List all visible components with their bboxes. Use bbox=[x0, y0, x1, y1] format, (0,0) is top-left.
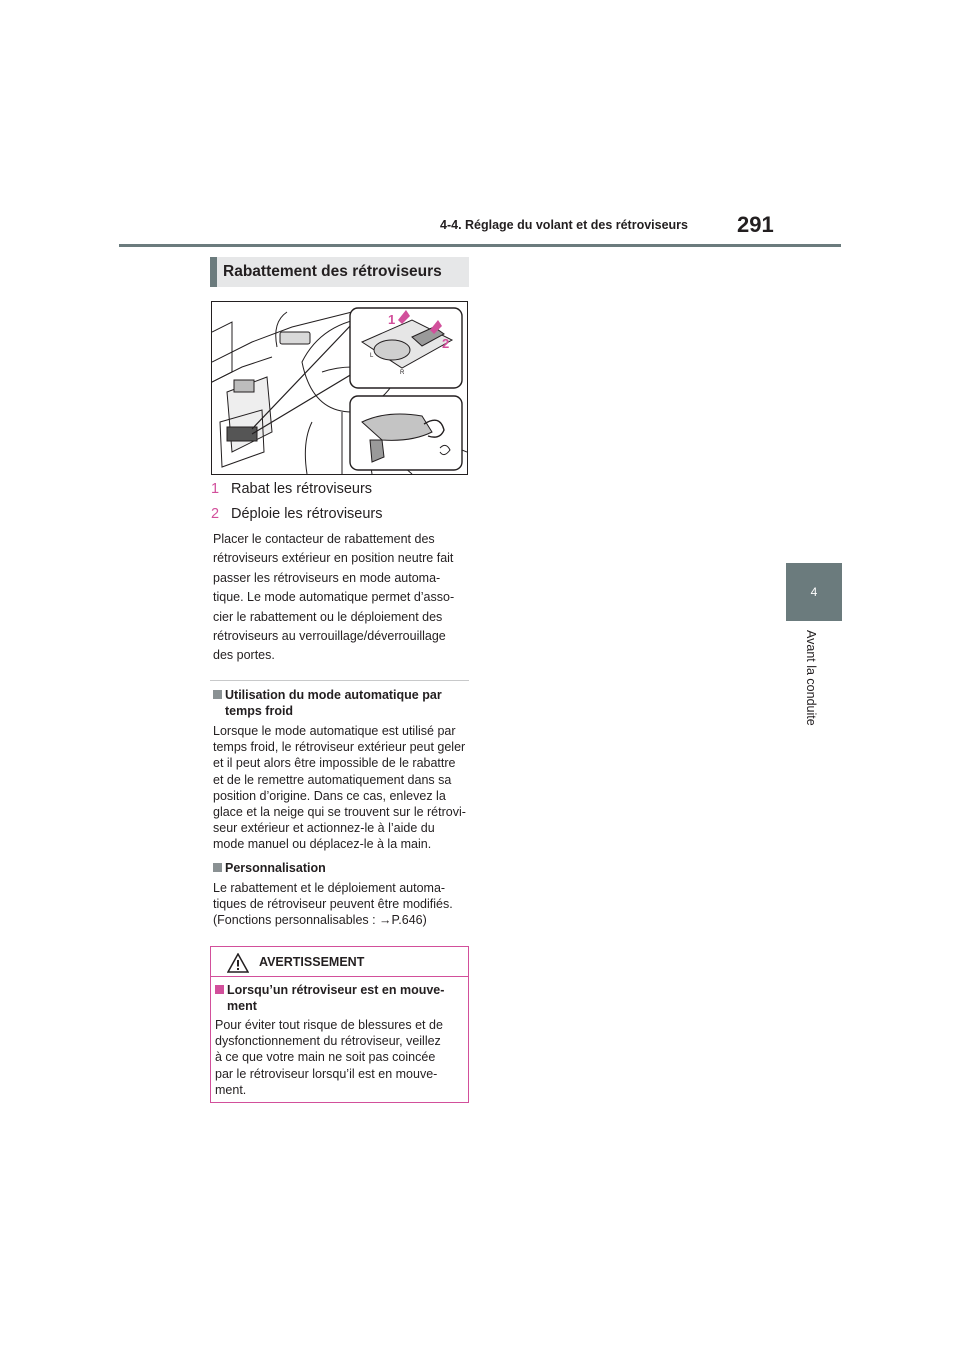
body-line: tique. Le mode automatique permet d’asso- bbox=[213, 590, 455, 605]
note-title-line: temps froid bbox=[225, 703, 294, 718]
step-text: Déploie les rétroviseurs bbox=[231, 506, 383, 522]
svg-text:R: R bbox=[400, 370, 405, 376]
square-bullet-icon bbox=[213, 690, 222, 699]
folded-mirror-inset bbox=[350, 396, 462, 470]
warning-header bbox=[211, 947, 468, 977]
callout-1: 1 bbox=[388, 312, 396, 327]
body-paragraph bbox=[213, 530, 475, 666]
warning-title: AVERTISSEMENT bbox=[259, 955, 365, 969]
note-line: position d’origine. Dans ce cas, enlevez la bbox=[213, 788, 446, 803]
note-line: et de le remettre automatiquement dans sa bbox=[213, 772, 452, 787]
mirror-switch-inset bbox=[350, 308, 462, 388]
step-number: 1 bbox=[211, 481, 220, 497]
note-line: Le rabattement et le déploiement automa- bbox=[213, 881, 446, 895]
body-line: rétroviseurs extérieur en position neutre fait bbox=[213, 551, 454, 566]
warning-body bbox=[215, 1017, 467, 1098]
section-title: Rabattement des rétroviseurs bbox=[210, 257, 469, 287]
body-line: cier le rabattement ou le déploiement des bbox=[213, 609, 443, 624]
body-line: rétroviseurs au verrouillage/déverrouillage bbox=[213, 629, 446, 644]
notes-divider bbox=[210, 680, 469, 681]
chapter-tab bbox=[786, 563, 842, 621]
step-text: Rabat les rétroviseurs bbox=[231, 481, 373, 497]
dashboard-illustration bbox=[212, 302, 467, 474]
note-line: mode manuel ou déplacez-le à la main. bbox=[213, 837, 432, 852]
mirror-fold-illustration bbox=[211, 301, 468, 475]
header-divider bbox=[119, 244, 841, 247]
warning-subtitle-line: Lorsqu’un rétroviseur est en mouve- bbox=[227, 983, 445, 997]
note-title bbox=[213, 861, 468, 877]
square-bullet-icon bbox=[213, 863, 222, 872]
warning-triangle-icon bbox=[227, 953, 249, 973]
step-item bbox=[211, 481, 372, 497]
svg-text:L: L bbox=[370, 353, 374, 359]
chapter-label: Avant la conduite bbox=[804, 630, 818, 726]
note-line: (Fonctions personnalisables : →P.646) bbox=[213, 913, 427, 928]
chapter-number: 4 bbox=[810, 585, 818, 599]
warning-line: dysfonctionnement du rétroviseur, veillez bbox=[215, 1034, 441, 1049]
note-body bbox=[213, 880, 471, 929]
note-title-line: Utilisation du mode automatique par bbox=[225, 688, 442, 702]
body-line: passer les rétroviseurs en mode automa- bbox=[213, 570, 441, 585]
warning-subtitle bbox=[215, 983, 465, 1014]
note-line: tiques de rétroviseur peuvent être modifiés. bbox=[213, 897, 453, 912]
step-item bbox=[211, 506, 383, 522]
note-line: seur extérieur et actionnez-le à l’aide du bbox=[213, 821, 435, 836]
square-bullet-icon bbox=[215, 985, 224, 994]
note-body bbox=[213, 723, 471, 853]
note-line: temps froid, le rétroviseur extérieur peut geler bbox=[213, 740, 466, 755]
note-title bbox=[213, 688, 468, 719]
callout-2: 2 bbox=[442, 336, 450, 351]
note-line: et il peut alors être impossible de le rabattre bbox=[213, 756, 456, 771]
header-section-title: 4-4. Réglage du volant et des rétroviseurs bbox=[440, 218, 688, 232]
warning-line: Pour éviter tout risque de blessures et de bbox=[215, 1018, 443, 1032]
warning-line: ment. bbox=[215, 1082, 247, 1097]
warning-line: par le rétroviseur lorsqu’il est en mouve- bbox=[215, 1066, 438, 1081]
body-line: Placer le contacteur de rabattement des bbox=[213, 532, 435, 546]
warning-box bbox=[210, 946, 469, 1103]
note-title-line: Personnalisation bbox=[225, 861, 326, 875]
note-line: Lorsque le mode automatique est utilisé par bbox=[213, 724, 456, 738]
page-number: 291 bbox=[737, 212, 774, 237]
step-number: 2 bbox=[211, 506, 220, 522]
note-line: glace et la neige qui se trouvent sur le rétrovi- bbox=[213, 805, 466, 820]
warning-subtitle-line: ment bbox=[227, 998, 257, 1013]
warning-line: à ce que votre main ne soit pas coincée bbox=[215, 1050, 436, 1065]
body-line: des portes. bbox=[213, 648, 275, 663]
